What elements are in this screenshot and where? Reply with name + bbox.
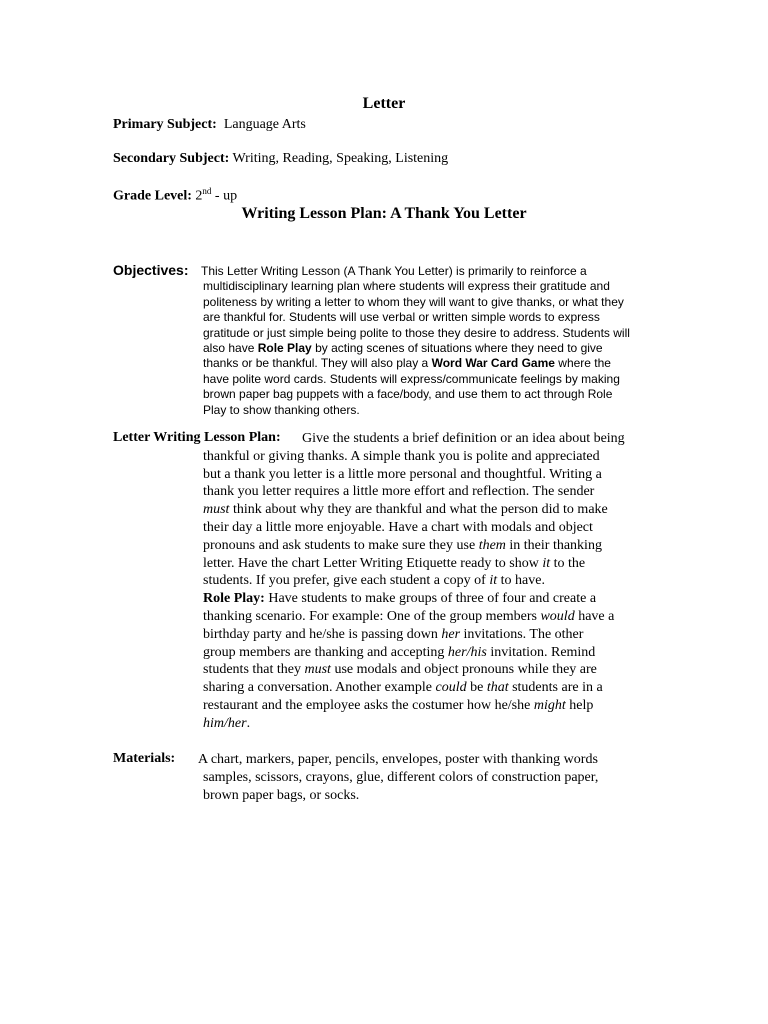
italic-text: him/her <box>203 715 247 731</box>
letter-writing-line <box>203 662 597 678</box>
italic-text: must <box>304 662 331 678</box>
text-run: but a thank you letter is a little more personal and thoughtful. Writing a <box>203 466 602 482</box>
italic-text: must <box>203 502 230 518</box>
text-run: brown paper bag puppets with a face/body, and use them to act through Role <box>203 387 613 402</box>
text-run: thanks or be thankful. They will also play a <box>203 356 432 371</box>
primary-subject <box>113 117 306 133</box>
lesson-title <box>0 205 768 223</box>
primary-subject-label: Primary Subject: <box>113 117 217 132</box>
materials-line <box>203 788 359 804</box>
objectives-line <box>203 341 603 356</box>
objectives-line <box>203 326 630 341</box>
text-run: to the <box>550 555 586 571</box>
letter-writing-line <box>203 680 603 696</box>
text-run: letter. Have the chart Letter Writing Etiquette ready to show <box>203 555 543 571</box>
italic-text: her/his <box>447 644 487 660</box>
text-run: have polite word cards. Students will express/communicate feelings by making <box>203 371 620 386</box>
italic-text: her <box>441 626 461 642</box>
italic-text: could <box>435 680 467 696</box>
materials-line <box>203 770 598 786</box>
text-run: restaurant and the employee asks the costumer how he/she <box>203 698 534 713</box>
text-run: group members are thanking and accepting <box>203 644 448 660</box>
letter-writing-line <box>203 573 545 589</box>
objectives-line <box>203 279 610 294</box>
text-run: help <box>565 698 594 713</box>
italic-text: that <box>486 680 509 696</box>
text-run: samples, scissors, crayons, glue, different colors of construction paper, <box>203 769 599 785</box>
materials-label: Materials: <box>113 751 176 766</box>
italic-text: it <box>489 573 498 589</box>
text-run: . <box>246 715 251 731</box>
text-run: their day a little more enjoyable. Have a chart with modals and object <box>203 520 593 535</box>
text-run: where the <box>554 356 611 371</box>
letter-writing-line <box>203 467 602 483</box>
materials-line <box>198 752 598 768</box>
text-run: by acting scenes of situations where they need to give <box>311 341 603 355</box>
letter-writing-line <box>203 609 614 625</box>
objectives-line <box>203 403 360 418</box>
letter-writing-label: Letter Writing Lesson Plan: <box>113 430 281 445</box>
text-run: multidisciplinary learning plan where students will express their gratitude and <box>203 279 610 294</box>
secondary-subject-label: Secondary Subject: <box>113 151 230 166</box>
text-run: thankful or giving thanks. A simple thank you is polite and appreciated <box>203 448 600 464</box>
text-run: students are in a <box>508 680 603 696</box>
letter-writing-line <box>203 538 602 554</box>
text-run: birthday party and he/she is passing down <box>203 626 442 642</box>
lesson-title-text: Writing Lesson Plan: A Thank You Letter <box>241 205 527 222</box>
text-run: sharing a conversation. Another example <box>203 680 436 696</box>
text-run: in their thanking <box>505 537 602 553</box>
bold-text: Word War Card Game <box>431 356 555 371</box>
italic-text: it <box>542 555 551 571</box>
text-run: politeness by writing a letter to whom they will want to give thanks, or what they <box>203 294 624 309</box>
letter-writing-line <box>203 645 595 661</box>
text-run: pronouns and ask students to make sure they use <box>203 537 479 553</box>
text-run: use modals and object pronouns while they are <box>330 662 597 678</box>
text-run: have a <box>574 609 615 624</box>
letter-writing-line <box>203 520 593 536</box>
text-run: gratitude or just simple being polite to those they desire to address. Students will <box>203 325 630 340</box>
text-run: brown paper bags, or socks. <box>203 787 360 803</box>
text-run: be <box>466 680 487 696</box>
objectives-line <box>203 387 612 402</box>
document-title: Letter <box>362 95 406 112</box>
grade-level <box>113 186 237 205</box>
grade-level-number: 2 <box>195 188 203 204</box>
letter-writing-line <box>203 591 596 607</box>
primary-subject-value: Language Arts <box>223 117 306 132</box>
text-run: invitations. The other <box>460 626 584 642</box>
italic-text: would <box>540 609 575 624</box>
letter-writing-line <box>203 484 594 500</box>
text-run: A chart, markers, paper, pencils, envelopes, poster with thanking words <box>198 752 598 767</box>
objectives-line <box>201 264 587 279</box>
text-run: Have students to make groups of three of four and create a <box>264 591 597 607</box>
text-run: This Letter Writing Lesson (A Thank You Letter) is primarily to reinforce a <box>201 264 587 278</box>
bold-text: Role Play <box>257 341 312 355</box>
letter-writing-line <box>302 431 625 447</box>
letter-writing-line <box>203 716 250 732</box>
letter-writing-line <box>203 449 600 465</box>
letter-writing-line <box>203 698 593 714</box>
bold-text: Role Play: <box>203 591 265 607</box>
text-run: students that they <box>203 662 305 678</box>
text-run: Give the students a brief definition or an idea about being <box>302 431 625 446</box>
text-run: also have <box>203 341 258 355</box>
secondary-subject <box>113 151 448 167</box>
objectives-line <box>203 295 624 310</box>
objectives-line <box>203 310 600 325</box>
objectives-label: Objectives: <box>113 262 189 278</box>
grade-level-suffix: nd <box>202 186 212 196</box>
text-run: are thankful for. Students will use verbal or written simple words to express <box>203 310 600 325</box>
text-run: thank you letter requires a little more effort and reflection. The sender <box>203 484 595 500</box>
text-run: Play to show thanking others. <box>203 402 360 417</box>
text-run: students. If you prefer, give each student a copy of <box>203 573 490 589</box>
italic-text: might <box>533 698 566 713</box>
letter-writing-line <box>203 556 585 572</box>
text-run: invitation. Remind <box>486 644 596 660</box>
text-run: think about why they are thankful and what the person did to make <box>229 502 608 518</box>
grade-level-label: Grade Level: <box>113 188 192 204</box>
grade-level-rest: - up <box>211 188 238 204</box>
objectives-line <box>203 372 620 387</box>
text-run: to have. <box>497 573 545 589</box>
text-run: thanking scenario. For example: One of the group members <box>203 609 541 624</box>
letter-writing-line <box>203 627 583 643</box>
italic-text: them <box>478 537 506 553</box>
secondary-subject-value: Writing, Reading, Speaking, Listening <box>232 151 449 166</box>
letter-writing-line <box>203 502 608 518</box>
objectives-line <box>203 356 611 371</box>
